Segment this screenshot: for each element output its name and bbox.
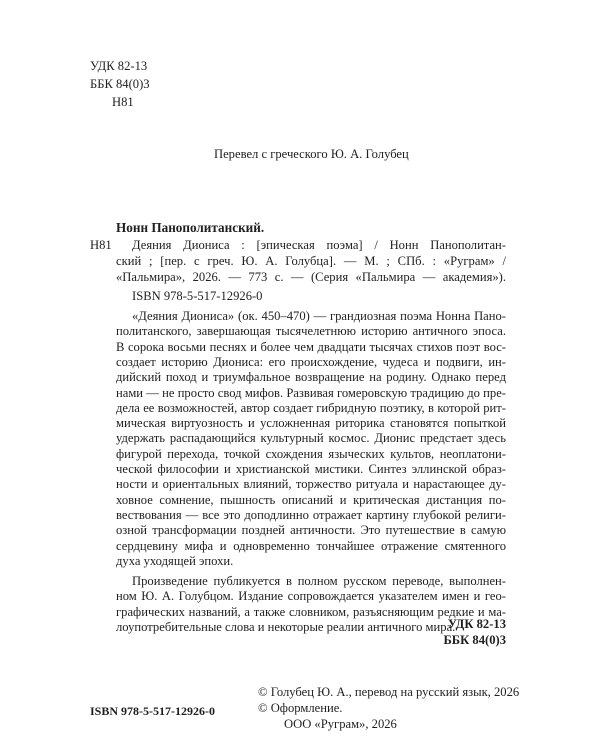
- copyright-line: ООО «Руграм», 2026: [284, 717, 397, 731]
- copyright-line: © Оформление.: [258, 701, 343, 715]
- text-line: ский ; [пер. с греч. Ю. А. Голубца]. — М. ; СПб. : «Руграм» /: [116, 254, 506, 268]
- text-line: нами — не просто свод мифов. Развивая гомеровскую традицию до пре-: [116, 385, 506, 400]
- text-line: политанского, завершающая тысячелетнюю историю античного эпоса.: [116, 324, 506, 339]
- text-line: графических названий, а также словником, разъясняющим редкие и ма-: [116, 604, 506, 619]
- text-line: сердцевину мифа и одновременно тончайшее отражение смятенного: [116, 538, 506, 553]
- bbk-code-top: ББК 84(0)3: [90, 77, 150, 91]
- text-line: лоупотребительные слова и некоторые реалии античного мира.: [116, 620, 456, 634]
- isbn: ISBN 978-5-517-12926-0: [132, 289, 263, 303]
- text-line: ности и ориентальных влияний, торжество ритуала и нарастающее ду-: [116, 477, 506, 492]
- author-sign-top: Н81: [112, 95, 134, 109]
- text-line: вествования — все это доподлинно отражает картину глубокой религи-: [116, 507, 506, 522]
- text-line: озной трансформации поздней античности. Это путешествие в самую: [116, 523, 506, 538]
- text-line: ном Ю. А. Голубцом. Издание сопровождается указателем имен и гео-: [116, 589, 506, 604]
- author-heading: Нонн Панополитанский.: [116, 220, 265, 235]
- copyright-block: [258, 684, 519, 732]
- text-line: ховное сомнение, пышность описаний и критическая дистанция по-: [116, 492, 506, 507]
- text-line: Произведение публикуется в полном русском переводе, выполнен-: [132, 574, 506, 589]
- text-line: дела ее возможностей, автор создает гибридную поэтику, в которой рит-: [116, 400, 506, 415]
- udk-code-top: УДК 82-13: [90, 59, 148, 73]
- author-sign: Н81: [90, 238, 112, 252]
- text-line: В сорока восьми песнях и более чем двадцати тысячах стихов поэт вос-: [116, 339, 506, 354]
- text-line: удержать распадающийся культурный космос. Дионис предстает здесь: [116, 431, 506, 446]
- udk-code: УДК 82-13: [447, 617, 506, 631]
- translator-note: Перевел с греческого Ю. А. Голубец: [214, 147, 409, 161]
- text-line: Деяния Диониса : [эпическая поэма] / Нонн Панополитан-: [132, 238, 506, 252]
- text-line: «Деяния Диониса» (ок. 450–470) — грандиозная поэма Нонна Пано-: [132, 309, 506, 323]
- footer-isbn: ISBN 978-5-517-12926-0: [90, 704, 215, 718]
- text-line: духа уходящей эпохи.: [116, 553, 234, 568]
- text-line: создает историю Диониса: его происхождение, чудеса и подвиги, ин-: [116, 354, 506, 369]
- text-line: фигурой перехода, точкой схождения языческих культов, неоплатони-: [116, 446, 506, 461]
- copyright-line: © Голубец Ю. А., перевод на русский язык, 2026: [258, 685, 520, 699]
- text-line: дийский поход и триумфальное возвращение на родину. Однако перед: [116, 370, 506, 385]
- text-line: ческой философии и христианской мистики. Синтез эллинской образ-: [116, 462, 506, 476]
- bbk-code: ББК 84(0)3: [443, 633, 506, 647]
- text-line: «Пальмира», 2026. — 773 с. — (Серия «Пальмира — академия»).: [116, 270, 506, 284]
- text-line: мическая виртуозность и усложненная риторика становятся попыткой: [116, 416, 506, 431]
